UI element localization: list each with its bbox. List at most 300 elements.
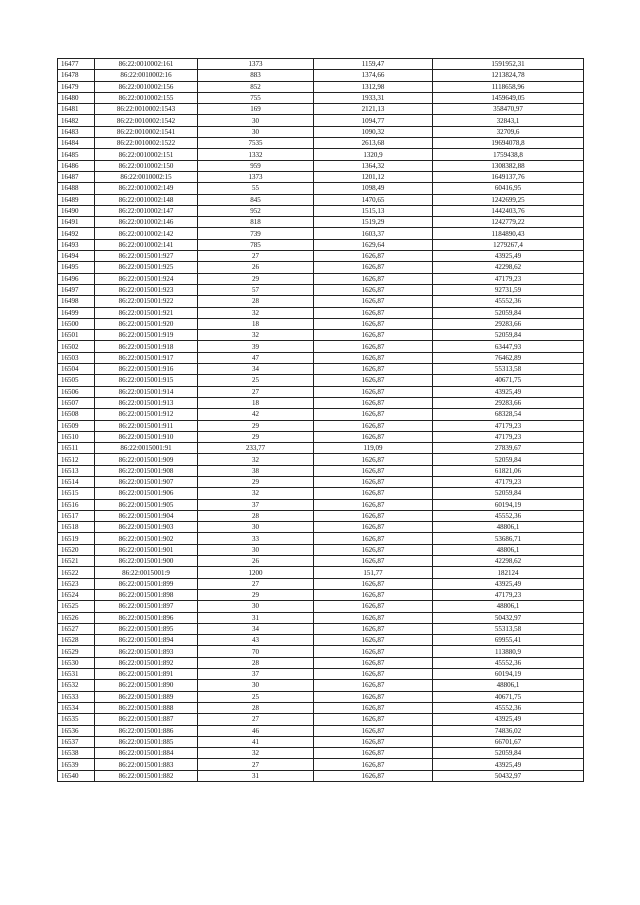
table-row	[58, 510, 584, 521]
specific-value-cell: 1626,87	[314, 510, 433, 521]
specific-value-cell: 1626,87	[314, 375, 433, 386]
cadastral-number-cell: 86:22:0010002:1522	[95, 138, 198, 149]
table-row	[58, 465, 584, 476]
cadastral-value-cell: 52059,84	[433, 307, 584, 318]
cadastral-value-cell: 47179,23	[433, 273, 584, 284]
row-number-cell: 16531	[58, 669, 95, 680]
cadastral-value-cell: 68328,54	[433, 409, 584, 420]
table-row	[58, 623, 584, 634]
area-cell: 30	[198, 126, 314, 137]
cadastral-value-cell: 52059,84	[433, 454, 584, 465]
table-row	[58, 589, 584, 600]
area-cell: 818	[198, 217, 314, 228]
specific-value-cell: 1626,87	[314, 748, 433, 759]
table-row	[58, 443, 584, 454]
area-cell: 845	[198, 194, 314, 205]
cadastral-value-cell: 47179,23	[433, 476, 584, 487]
table-row	[58, 702, 584, 713]
cadastral-value-cell: 61821,06	[433, 465, 584, 476]
table-row	[58, 126, 584, 137]
area-cell: 883	[198, 70, 314, 81]
table-row	[58, 476, 584, 487]
area-cell: 785	[198, 239, 314, 250]
row-number-cell: 16515	[58, 488, 95, 499]
table-row	[58, 171, 584, 182]
cadastral-value-cell: 53686,71	[433, 533, 584, 544]
row-number-cell: 16517	[58, 510, 95, 521]
specific-value-cell: 1626,87	[314, 544, 433, 555]
row-number-cell: 16482	[58, 115, 95, 126]
table-row	[58, 454, 584, 465]
cadastral-value-cell: 76462,89	[433, 352, 584, 363]
row-number-cell: 16490	[58, 205, 95, 216]
cadastral-number-cell: 86:22:0015001:915	[95, 375, 198, 386]
cadastral-value-cell: 50432,97	[433, 612, 584, 623]
area-cell: 26	[198, 262, 314, 273]
row-number-cell: 16484	[58, 138, 95, 149]
cadastral-number-cell: 86:22:0015001:909	[95, 454, 198, 465]
table-row	[58, 104, 584, 115]
area-cell: 18	[198, 318, 314, 329]
specific-value-cell: 1626,87	[314, 341, 433, 352]
row-number-cell: 16537	[58, 736, 95, 747]
row-number-cell: 16522	[58, 567, 95, 578]
specific-value-cell: 1626,87	[314, 646, 433, 657]
table-row	[58, 533, 584, 544]
table-row	[58, 330, 584, 341]
row-number-cell: 16538	[58, 748, 95, 759]
row-number-cell: 16477	[58, 59, 95, 70]
row-number-cell: 16539	[58, 759, 95, 770]
table-row	[58, 273, 584, 284]
area-cell: 32	[198, 488, 314, 499]
specific-value-cell: 1374,66	[314, 70, 433, 81]
specific-value-cell: 1933,31	[314, 92, 433, 103]
row-number-cell: 16503	[58, 352, 95, 363]
area-cell: 29	[198, 431, 314, 442]
cadastral-value-cell: 1213824,78	[433, 70, 584, 81]
area-cell: 42	[198, 409, 314, 420]
table-row	[58, 284, 584, 295]
table-row	[58, 578, 584, 589]
cadastral-number-cell: 86:22:0015001:907	[95, 476, 198, 487]
row-number-cell: 16487	[58, 171, 95, 182]
cadastral-number-cell: 86:22:0015001:923	[95, 284, 198, 295]
cadastral-value-cell: 48806,1	[433, 680, 584, 691]
cadastral-number-cell: 86:22:0010002:142	[95, 228, 198, 239]
area-cell: 1373	[198, 171, 314, 182]
cadastral-number-cell: 86:22:0015001:891	[95, 669, 198, 680]
cadastral-number-cell: 86:22:0010002:155	[95, 92, 198, 103]
table-row	[58, 194, 584, 205]
cadastral-value-cell: 40671,75	[433, 375, 584, 386]
cadastral-value-cell: 45552,36	[433, 702, 584, 713]
cadastral-value-cell: 358470,97	[433, 104, 584, 115]
cadastral-value-cell: 66701,67	[433, 736, 584, 747]
table-row	[58, 499, 584, 510]
cadastral-number-cell: 86:22:0015001:885	[95, 736, 198, 747]
specific-value-cell: 1626,87	[314, 499, 433, 510]
cadastral-number-cell: 86:22:0010002:1542	[95, 115, 198, 126]
table-row	[58, 657, 584, 668]
table-row	[58, 409, 584, 420]
specific-value-cell: 2613,68	[314, 138, 433, 149]
cadastral-value-cell: 92731,59	[433, 284, 584, 295]
row-number-cell: 16520	[58, 544, 95, 555]
area-cell: 57	[198, 284, 314, 295]
specific-value-cell: 1626,87	[314, 386, 433, 397]
cadastral-number-cell: 86:22:0010002:1541	[95, 126, 198, 137]
cadastral-value-cell: 48806,1	[433, 601, 584, 612]
cadastral-value-cell: 63447,93	[433, 341, 584, 352]
area-cell: 37	[198, 499, 314, 510]
specific-value-cell: 1519,29	[314, 217, 433, 228]
area-cell: 29	[198, 420, 314, 431]
cadastral-number-cell: 86:22:0015001:893	[95, 646, 198, 657]
row-number-cell: 16485	[58, 149, 95, 160]
row-number-cell: 16514	[58, 476, 95, 487]
area-cell: 7535	[198, 138, 314, 149]
specific-value-cell: 1626,87	[314, 736, 433, 747]
area-cell: 31	[198, 612, 314, 623]
area-cell: 32	[198, 330, 314, 341]
area-cell: 27	[198, 759, 314, 770]
cadastral-value-cell: 52059,84	[433, 748, 584, 759]
cadastral-number-cell: 86:22:0015001:887	[95, 714, 198, 725]
row-number-cell: 16495	[58, 262, 95, 273]
table-row	[58, 251, 584, 262]
cadastral-value-cell: 45552,36	[433, 657, 584, 668]
cadastral-value-cell: 52059,84	[433, 488, 584, 499]
cadastral-number-cell: 86:22:0015001:882	[95, 770, 198, 781]
cadastral-number-cell: 86:22:0015001:908	[95, 465, 198, 476]
area-cell: 30	[198, 680, 314, 691]
cadastral-number-cell: 86:22:0015001:904	[95, 510, 198, 521]
cadastral-value-cell: 19694078,8	[433, 138, 584, 149]
table-row	[58, 92, 584, 103]
cadastral-value-cell: 113880,9	[433, 646, 584, 657]
row-number-cell: 16505	[58, 375, 95, 386]
row-number-cell: 16480	[58, 92, 95, 103]
table-row	[58, 748, 584, 759]
cadastral-value-cell: 1442403,76	[433, 205, 584, 216]
specific-value-cell: 1626,87	[314, 364, 433, 375]
specific-value-cell: 1626,87	[314, 691, 433, 702]
specific-value-cell: 1626,87	[314, 714, 433, 725]
area-cell: 952	[198, 205, 314, 216]
table-row	[58, 544, 584, 555]
row-number-cell: 16498	[58, 296, 95, 307]
row-number-cell: 16530	[58, 657, 95, 668]
cadastral-value-cell: 1279267,4	[433, 239, 584, 250]
specific-value-cell: 1470,65	[314, 194, 433, 205]
area-cell: 29	[198, 589, 314, 600]
row-number-cell: 16507	[58, 397, 95, 408]
specific-value-cell: 1098,49	[314, 183, 433, 194]
row-number-cell: 16491	[58, 217, 95, 228]
specific-value-cell: 1312,98	[314, 81, 433, 92]
table-row	[58, 364, 584, 375]
table-row	[58, 205, 584, 216]
cadastral-value-cell: 60416,95	[433, 183, 584, 194]
specific-value-cell: 1626,87	[314, 330, 433, 341]
area-cell: 43	[198, 635, 314, 646]
area-cell: 30	[198, 601, 314, 612]
area-cell: 852	[198, 81, 314, 92]
specific-value-cell: 1094,77	[314, 115, 433, 126]
area-cell: 1332	[198, 149, 314, 160]
cadastral-number-cell: 86:22:0015001:919	[95, 330, 198, 341]
cadastral-number-cell: 86:22:0015001:896	[95, 612, 198, 623]
row-number-cell: 16536	[58, 725, 95, 736]
cadastral-value-cell: 29283,66	[433, 318, 584, 329]
area-cell: 169	[198, 104, 314, 115]
specific-value-cell: 1626,87	[314, 284, 433, 295]
area-cell: 30	[198, 544, 314, 555]
cadastral-number-cell: 86:22:0015001:920	[95, 318, 198, 329]
specific-value-cell: 1626,87	[314, 454, 433, 465]
row-number-cell: 16481	[58, 104, 95, 115]
cadastral-value-cell: 42298,62	[433, 262, 584, 273]
cadastral-value-cell: 47179,23	[433, 431, 584, 442]
cadastral-number-cell: 86:22:0015001:914	[95, 386, 198, 397]
area-cell: 34	[198, 623, 314, 634]
cadastral-value-cell: 43925,49	[433, 251, 584, 262]
area-cell: 739	[198, 228, 314, 239]
area-cell: 33	[198, 533, 314, 544]
row-number-cell: 16512	[58, 454, 95, 465]
specific-value-cell: 1626,87	[314, 612, 433, 623]
area-cell: 47	[198, 352, 314, 363]
table-row	[58, 228, 584, 239]
row-number-cell: 16529	[58, 646, 95, 657]
table-row	[58, 691, 584, 702]
area-cell: 25	[198, 691, 314, 702]
cadastral-value-cell: 27839,67	[433, 443, 584, 454]
cadastral-value-table	[57, 58, 584, 782]
cadastral-value-cell: 43925,49	[433, 386, 584, 397]
row-number-cell: 16524	[58, 589, 95, 600]
cadastral-number-cell: 86:22:0015001:901	[95, 544, 198, 555]
table-row	[58, 397, 584, 408]
cadastral-number-cell: 86:22:0010002:1543	[95, 104, 198, 115]
cadastral-number-cell: 86:22:0015001:924	[95, 273, 198, 284]
specific-value-cell: 1626,87	[314, 680, 433, 691]
cadastral-number-cell: 86:22:0010002:15	[95, 171, 198, 182]
cadastral-number-cell: 86:22:0015001:913	[95, 397, 198, 408]
cadastral-number-cell: 86:22:0015001:912	[95, 409, 198, 420]
row-number-cell: 16502	[58, 341, 95, 352]
specific-value-cell: 1364,32	[314, 160, 433, 171]
cadastral-value-cell: 48806,1	[433, 522, 584, 533]
specific-value-cell: 1626,87	[314, 770, 433, 781]
area-cell: 29	[198, 476, 314, 487]
cadastral-number-cell: 86:22:0010002:156	[95, 81, 198, 92]
cadastral-number-cell: 86:22:0015001:910	[95, 431, 198, 442]
row-number-cell: 16492	[58, 228, 95, 239]
cadastral-number-cell: 86:22:0015001:905	[95, 499, 198, 510]
area-cell: 27	[198, 714, 314, 725]
specific-value-cell: 1626,87	[314, 262, 433, 273]
cadastral-number-cell: 86:22:0015001:894	[95, 635, 198, 646]
cadastral-number-cell: 86:22:0015001:925	[95, 262, 198, 273]
area-cell: 30	[198, 115, 314, 126]
cadastral-value-cell: 45552,36	[433, 510, 584, 521]
row-number-cell: 16528	[58, 635, 95, 646]
area-cell: 70	[198, 646, 314, 657]
cadastral-value-cell: 47179,23	[433, 589, 584, 600]
area-cell: 30	[198, 522, 314, 533]
specific-value-cell: 1626,87	[314, 409, 433, 420]
specific-value-cell: 1629,64	[314, 239, 433, 250]
table-row	[58, 318, 584, 329]
cadastral-number-cell: 86:22:0015001:922	[95, 296, 198, 307]
row-number-cell: 16500	[58, 318, 95, 329]
cadastral-value-cell: 55313,58	[433, 623, 584, 634]
specific-value-cell: 1626,87	[314, 759, 433, 770]
row-number-cell: 16508	[58, 409, 95, 420]
area-cell: 1200	[198, 567, 314, 578]
table-row	[58, 262, 584, 273]
specific-value-cell: 151,77	[314, 567, 433, 578]
cadastral-value-cell: 45552,36	[433, 296, 584, 307]
table-row	[58, 714, 584, 725]
cadastral-value-cell: 60194,19	[433, 669, 584, 680]
area-cell: 25	[198, 375, 314, 386]
table-row	[58, 296, 584, 307]
area-cell: 28	[198, 296, 314, 307]
cadastral-value-cell: 52059,84	[433, 330, 584, 341]
cadastral-value-cell: 1242699,25	[433, 194, 584, 205]
row-number-cell: 16497	[58, 284, 95, 295]
row-number-cell: 16483	[58, 126, 95, 137]
cadastral-value-cell: 42298,62	[433, 556, 584, 567]
cadastral-number-cell: 86:22:0015001:886	[95, 725, 198, 736]
specific-value-cell: 1626,87	[314, 397, 433, 408]
specific-value-cell: 1159,47	[314, 59, 433, 70]
table-row	[58, 81, 584, 92]
specific-value-cell: 1626,87	[314, 522, 433, 533]
area-cell: 28	[198, 657, 314, 668]
row-number-cell: 16513	[58, 465, 95, 476]
specific-value-cell: 1626,87	[314, 465, 433, 476]
specific-value-cell: 1626,87	[314, 589, 433, 600]
row-number-cell: 16510	[58, 431, 95, 442]
cadastral-value-cell: 43925,49	[433, 578, 584, 589]
cadastral-number-cell: 86:22:0015001:892	[95, 657, 198, 668]
cadastral-number-cell: 86:22:0015001:91	[95, 443, 198, 454]
area-cell: 27	[198, 251, 314, 262]
table-row	[58, 601, 584, 612]
table-row	[58, 556, 584, 567]
cadastral-number-cell: 86:22:0010002:150	[95, 160, 198, 171]
row-number-cell: 16532	[58, 680, 95, 691]
table-row	[58, 736, 584, 747]
area-cell: 46	[198, 725, 314, 736]
area-cell: 1373	[198, 59, 314, 70]
cadastral-value-cell: 60194,19	[433, 499, 584, 510]
specific-value-cell: 1626,87	[314, 533, 433, 544]
specific-value-cell: 1626,87	[314, 578, 433, 589]
area-cell: 55	[198, 183, 314, 194]
table-row	[58, 646, 584, 657]
cadastral-number-cell: 86:22:0010002:16	[95, 70, 198, 81]
area-cell: 32	[198, 454, 314, 465]
specific-value-cell: 1626,87	[314, 420, 433, 431]
row-number-cell: 16488	[58, 183, 95, 194]
cadastral-number-cell: 86:22:0015001:916	[95, 364, 198, 375]
cadastral-number-cell: 86:22:0010002:161	[95, 59, 198, 70]
cadastral-number-cell: 86:22:0015001:927	[95, 251, 198, 262]
row-number-cell: 16518	[58, 522, 95, 533]
cadastral-number-cell: 86:22:0015001:906	[95, 488, 198, 499]
row-number-cell: 16501	[58, 330, 95, 341]
specific-value-cell: 1090,32	[314, 126, 433, 137]
cadastral-value-cell: 43925,49	[433, 759, 584, 770]
specific-value-cell: 1626,87	[314, 623, 433, 634]
table-row	[58, 115, 584, 126]
cadastral-number-cell: 86:22:0010002:146	[95, 217, 198, 228]
cadastral-number-cell: 86:22:0015001:898	[95, 589, 198, 600]
cadastral-number-cell: 86:22:0015001:897	[95, 601, 198, 612]
table-row	[58, 522, 584, 533]
specific-value-cell: 1201,12	[314, 171, 433, 182]
table-row	[58, 138, 584, 149]
row-number-cell: 16489	[58, 194, 95, 205]
row-number-cell: 16534	[58, 702, 95, 713]
cadastral-value-cell: 32709,6	[433, 126, 584, 137]
row-number-cell: 16516	[58, 499, 95, 510]
row-number-cell: 16493	[58, 239, 95, 250]
cadastral-value-cell: 1308382,88	[433, 160, 584, 171]
area-cell: 755	[198, 92, 314, 103]
table-row	[58, 183, 584, 194]
area-cell: 18	[198, 397, 314, 408]
cadastral-value-cell: 40671,75	[433, 691, 584, 702]
specific-value-cell: 1626,87	[314, 635, 433, 646]
cadastral-number-cell: 86:22:0010002:147	[95, 205, 198, 216]
row-number-cell: 16478	[58, 70, 95, 81]
cadastral-number-cell: 86:22:0015001:917	[95, 352, 198, 363]
row-number-cell: 16486	[58, 160, 95, 171]
row-number-cell: 16506	[58, 386, 95, 397]
table-row	[58, 70, 584, 81]
area-cell: 27	[198, 578, 314, 589]
row-number-cell: 16535	[58, 714, 95, 725]
table-row	[58, 669, 584, 680]
specific-value-cell: 1626,87	[314, 352, 433, 363]
table-row	[58, 160, 584, 171]
specific-value-cell: 1626,87	[314, 296, 433, 307]
cadastral-value-cell: 1459649,05	[433, 92, 584, 103]
specific-value-cell: 2121,13	[314, 104, 433, 115]
row-number-cell: 16479	[58, 81, 95, 92]
cadastral-value-cell: 182124	[433, 567, 584, 578]
specific-value-cell: 1626,87	[314, 318, 433, 329]
cadastral-number-cell: 86:22:0010002:149	[95, 183, 198, 194]
row-number-cell: 16527	[58, 623, 95, 634]
area-cell: 31	[198, 770, 314, 781]
specific-value-cell: 1626,87	[314, 702, 433, 713]
specific-value-cell: 1626,87	[314, 476, 433, 487]
cadastral-value-cell: 1759438,8	[433, 149, 584, 160]
area-cell: 959	[198, 160, 314, 171]
area-cell: 37	[198, 669, 314, 680]
area-cell: 32	[198, 307, 314, 318]
row-number-cell: 16496	[58, 273, 95, 284]
table-row	[58, 488, 584, 499]
cadastral-number-cell: 86:22:0010002:151	[95, 149, 198, 160]
